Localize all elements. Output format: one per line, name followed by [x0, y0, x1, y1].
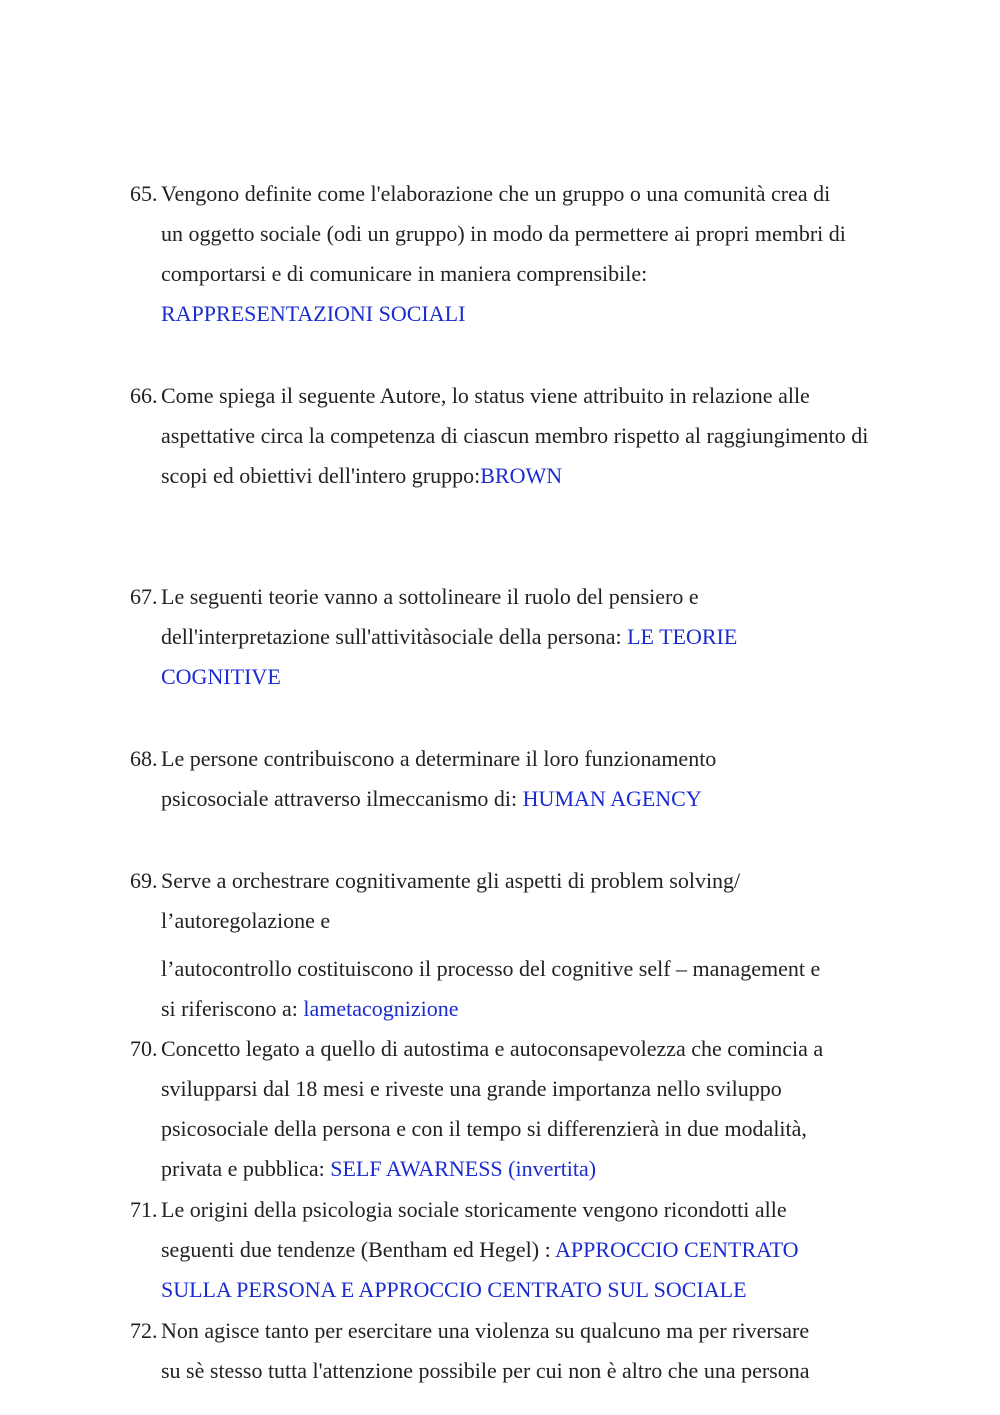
- answer-text: APPROCCIO CENTRATO: [555, 1237, 799, 1262]
- question-line: Le seguenti teorie vanno a sottolineare il ruolo del pensiero e: [161, 584, 699, 609]
- question-number: 67.: [130, 584, 158, 609]
- answer-text: BROWN: [480, 463, 563, 488]
- answer-text: LE TEORIE: [627, 624, 738, 649]
- question-text: [161, 376, 911, 496]
- question-line: su sè stesso tutta l'attenzione possibile per cui non è altro che una persona: [161, 1358, 810, 1383]
- question-line: aspettative circa la competenza di ciascun membro rispetto al raggiungimento di: [161, 423, 869, 448]
- question-line-text: si riferiscono a:: [161, 996, 304, 1021]
- question-number: 66.: [130, 383, 158, 408]
- question-line: Le persone contribuiscono a determinare il loro funzionamento: [161, 746, 717, 771]
- answer-text: SELF AWARNESS (invertita): [330, 1156, 597, 1181]
- question-number: 65.: [130, 181, 158, 206]
- question-line-text: scopi ed obiettivi dell'intero gruppo:: [161, 463, 481, 488]
- answer-text: RAPPRESENTAZIONI SOCIALI: [161, 301, 466, 326]
- question-text: [161, 1190, 911, 1310]
- question-line-text: dell'interpretazione sull'attivitàsociale della persona:: [161, 624, 628, 649]
- question-line-text: seguenti due tendenze (Bentham ed Hegel) :: [161, 1237, 556, 1262]
- question-line: [161, 456, 911, 496]
- question-text: [161, 739, 911, 819]
- answer-text: SULLA PERSONA E APPROCCIO CENTRATO SUL SOCIALE: [161, 1277, 747, 1302]
- question-line-text: privata e pubblica:: [161, 1156, 331, 1181]
- question-number: 69.: [130, 868, 158, 893]
- question-text: [161, 577, 911, 697]
- question-line: Serve a orchestrare cognitivamente gli aspetti di problem solving/: [161, 868, 741, 893]
- question-line: l’autoregolazione e: [161, 908, 331, 933]
- question-text: [161, 1311, 911, 1391]
- question-text: [161, 1029, 911, 1189]
- question-number: 68.: [130, 746, 158, 771]
- question-text: [161, 861, 911, 1029]
- question-line: [161, 1230, 911, 1270]
- question-line: [161, 1149, 911, 1189]
- question-number: 71.: [130, 1197, 158, 1222]
- question-line: Le origini della psicologia sociale storicamente vengono ricondotti alle: [161, 1197, 787, 1222]
- question-line: un oggetto sociale (odi un gruppo) in modo da permettere ai propri membri di: [161, 221, 846, 246]
- answer-text: HUMAN AGENCY: [522, 786, 702, 811]
- question-number: 70.: [130, 1036, 158, 1061]
- question-line: psicosociale della persona e con il tempo si differenzierà in due modalità,: [161, 1116, 807, 1141]
- question-line: svilupparsi dal 18 mesi e riveste una grande importanza nello sviluppo: [161, 1076, 782, 1101]
- question-line: Concetto legato a quello di autostima e autoconsapevolezza che comincia a: [161, 1036, 824, 1061]
- question-line: [161, 989, 911, 1029]
- question-line: Vengono definite come l'elaborazione che un gruppo o una comunità crea di: [161, 181, 831, 206]
- question-line: Come spiega il seguente Autore, lo status viene attribuito in relazione alle: [161, 383, 810, 408]
- question-line: [161, 617, 911, 657]
- question-line: Non agisce tanto per esercitare una violenza su qualcuno ma per riversare: [161, 1318, 810, 1343]
- question-line: comportarsi e di comunicare in maniera comprensibile:: [161, 261, 648, 286]
- question-text: [161, 174, 911, 334]
- answer-text: lametacognizione: [303, 996, 459, 1021]
- question-line-text: psicosociale attraverso ilmeccanismo di:: [161, 786, 523, 811]
- answer-text: COGNITIVE: [161, 664, 281, 689]
- question-line: l’autocontrollo costituiscono il processo del cognitive self – management e: [161, 956, 821, 981]
- question-line: [161, 779, 911, 819]
- question-number: 72.: [130, 1318, 158, 1343]
